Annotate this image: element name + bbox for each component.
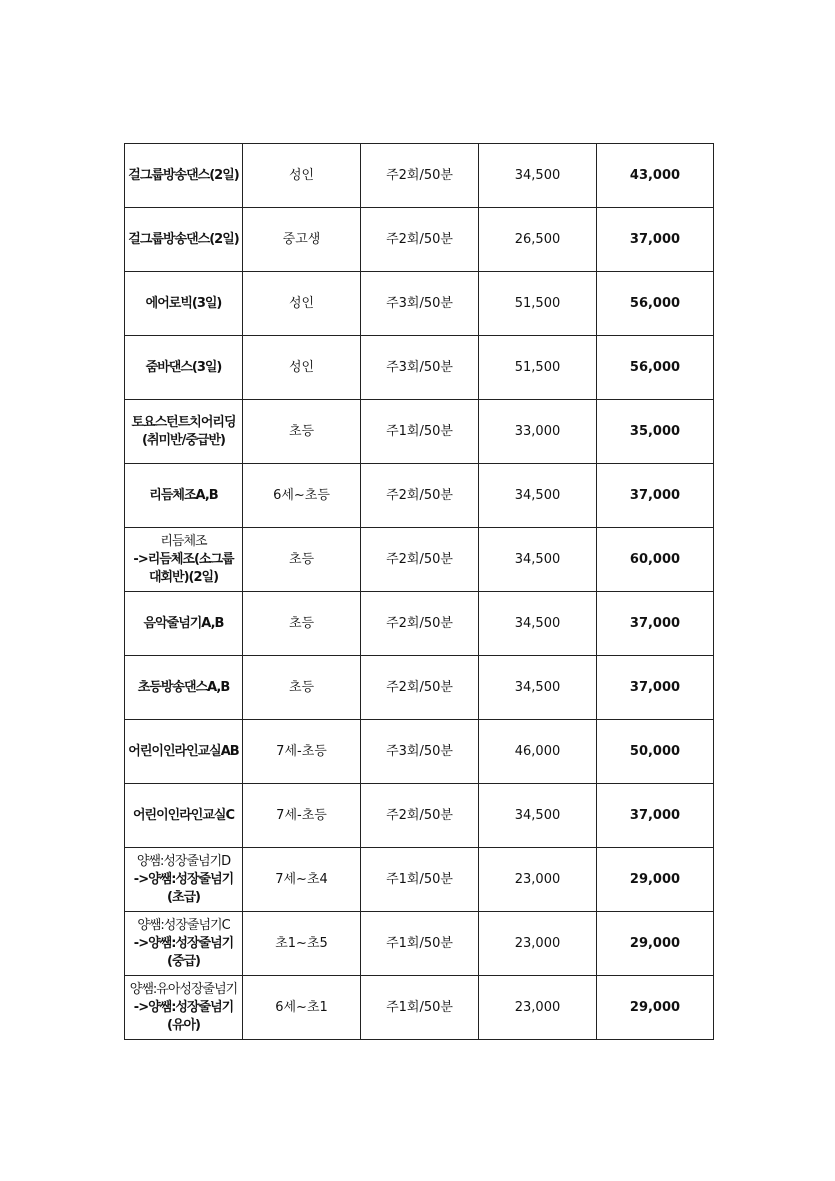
target-cell: 초1~초5 bbox=[243, 912, 361, 976]
target-cell: 6세~초1 bbox=[243, 976, 361, 1040]
table-row bbox=[125, 720, 714, 784]
schedule-cell: 주1회/50분 bbox=[361, 976, 479, 1040]
program-name-cell bbox=[125, 528, 243, 592]
program-name-cell bbox=[125, 656, 243, 720]
total-fee-cell: 37,000 bbox=[597, 592, 714, 656]
program-name-line: ->양쌤:성장줄넘기 bbox=[133, 935, 234, 951]
total-fee-cell: 29,000 bbox=[597, 912, 714, 976]
program-name-line: (유아) bbox=[167, 1017, 200, 1033]
target-cell: 성인 bbox=[243, 272, 361, 336]
total-fee-cell: 37,000 bbox=[597, 784, 714, 848]
fee-cell: 23,000 bbox=[479, 912, 597, 976]
table-row bbox=[125, 592, 714, 656]
target-cell: 7세-초등 bbox=[243, 784, 361, 848]
fee-cell: 34,500 bbox=[479, 784, 597, 848]
program-name-cell bbox=[125, 336, 243, 400]
program-name-cell bbox=[125, 464, 243, 528]
schedule-cell: 주1회/50분 bbox=[361, 848, 479, 912]
program-name-cell bbox=[125, 784, 243, 848]
program-name-line: 어린이인라인교실AB bbox=[128, 743, 239, 759]
table-row bbox=[125, 336, 714, 400]
target-cell: 6세~초등 bbox=[243, 464, 361, 528]
target-cell: 7세-초등 bbox=[243, 720, 361, 784]
fee-table bbox=[124, 143, 714, 1040]
program-name-line: 걸그룹방송댄스(2일) bbox=[128, 167, 239, 183]
program-name-cell bbox=[125, 592, 243, 656]
fee-cell: 34,500 bbox=[479, 144, 597, 208]
program-name-cell bbox=[125, 400, 243, 464]
program-name-cell bbox=[125, 144, 243, 208]
table-row bbox=[125, 912, 714, 976]
program-name-line: 줌바댄스(3일) bbox=[145, 359, 222, 375]
fee-cell: 34,500 bbox=[479, 592, 597, 656]
schedule-cell: 주3회/50분 bbox=[361, 720, 479, 784]
target-cell: 성인 bbox=[243, 336, 361, 400]
fee-cell: 46,000 bbox=[479, 720, 597, 784]
total-fee-cell: 29,000 bbox=[597, 976, 714, 1040]
target-cell: 초등 bbox=[243, 656, 361, 720]
program-name-line: 초등방송댄스A,B bbox=[137, 679, 230, 695]
total-fee-cell: 56,000 bbox=[597, 272, 714, 336]
fee-table-body bbox=[125, 144, 714, 1040]
total-fee-cell: 56,000 bbox=[597, 336, 714, 400]
program-name-line: ->리듬체조(소그룹 bbox=[133, 551, 234, 567]
program-name-cell bbox=[125, 720, 243, 784]
fee-cell: 51,500 bbox=[479, 272, 597, 336]
target-cell: 초등 bbox=[243, 528, 361, 592]
program-subtitle: 양쌤:유아성장줄넘기 bbox=[129, 981, 238, 997]
program-name-line: ->양쌤:성장줄넘기 bbox=[133, 871, 234, 887]
program-name-cell bbox=[125, 208, 243, 272]
total-fee-cell: 37,000 bbox=[597, 656, 714, 720]
target-cell: 7세~초4 bbox=[243, 848, 361, 912]
table-row bbox=[125, 208, 714, 272]
fee-cell: 34,500 bbox=[479, 528, 597, 592]
program-name-cell bbox=[125, 272, 243, 336]
schedule-cell: 주1회/50분 bbox=[361, 912, 479, 976]
schedule-cell: 주2회/50분 bbox=[361, 464, 479, 528]
table-row bbox=[125, 656, 714, 720]
program-name-line: 토요스턴트치어리딩 bbox=[131, 414, 236, 430]
schedule-cell: 주2회/50분 bbox=[361, 592, 479, 656]
target-cell: 중고생 bbox=[243, 208, 361, 272]
program-subtitle: 양쌤:성장줄넘기C bbox=[137, 917, 230, 933]
table-row bbox=[125, 144, 714, 208]
table-row bbox=[125, 528, 714, 592]
program-name-line: (중급) bbox=[167, 953, 200, 969]
fee-cell: 23,000 bbox=[479, 848, 597, 912]
program-name-line: 걸그룹방송댄스(2일) bbox=[128, 231, 239, 247]
schedule-cell: 주1회/50분 bbox=[361, 400, 479, 464]
program-name-line: 에어로빅(3일) bbox=[145, 295, 222, 311]
schedule-cell: 주2회/50분 bbox=[361, 208, 479, 272]
program-name-line: 어린이인라인교실C bbox=[132, 807, 234, 823]
table-row bbox=[125, 272, 714, 336]
total-fee-cell: 37,000 bbox=[597, 208, 714, 272]
program-subtitle: 양쌤:성장줄넘기D bbox=[136, 853, 231, 869]
schedule-cell: 주2회/50분 bbox=[361, 784, 479, 848]
program-name-line: (취미반/중급반) bbox=[142, 432, 225, 448]
schedule-cell: 주2회/50분 bbox=[361, 144, 479, 208]
program-name-line: 음악줄넘기A,B bbox=[143, 615, 224, 631]
table-row bbox=[125, 464, 714, 528]
schedule-cell: 주3회/50분 bbox=[361, 336, 479, 400]
program-subtitle: 리듬체조 bbox=[160, 533, 207, 549]
program-name-cell bbox=[125, 848, 243, 912]
table-row bbox=[125, 976, 714, 1040]
target-cell: 성인 bbox=[243, 144, 361, 208]
schedule-cell: 주2회/50분 bbox=[361, 656, 479, 720]
program-name-line: 리듬체조A,B bbox=[149, 487, 218, 503]
total-fee-cell: 37,000 bbox=[597, 464, 714, 528]
target-cell: 초등 bbox=[243, 592, 361, 656]
program-name-line: 대회반)(2일) bbox=[148, 569, 219, 585]
table-row bbox=[125, 400, 714, 464]
fee-cell: 23,000 bbox=[479, 976, 597, 1040]
program-name-line: (초급) bbox=[167, 889, 200, 905]
program-name-line: ->양쌤:성장줄넘기 bbox=[133, 999, 234, 1015]
fee-cell: 34,500 bbox=[479, 656, 597, 720]
table-row bbox=[125, 784, 714, 848]
fee-cell: 33,000 bbox=[479, 400, 597, 464]
fee-cell: 34,500 bbox=[479, 464, 597, 528]
schedule-cell: 주3회/50분 bbox=[361, 272, 479, 336]
table-row bbox=[125, 848, 714, 912]
total-fee-cell: 43,000 bbox=[597, 144, 714, 208]
target-cell: 초등 bbox=[243, 400, 361, 464]
schedule-cell: 주2회/50분 bbox=[361, 528, 479, 592]
program-name-cell bbox=[125, 912, 243, 976]
program-name-cell bbox=[125, 976, 243, 1040]
fee-cell: 26,500 bbox=[479, 208, 597, 272]
total-fee-cell: 50,000 bbox=[597, 720, 714, 784]
total-fee-cell: 35,000 bbox=[597, 400, 714, 464]
fee-cell: 51,500 bbox=[479, 336, 597, 400]
total-fee-cell: 29,000 bbox=[597, 848, 714, 912]
total-fee-cell: 60,000 bbox=[597, 528, 714, 592]
